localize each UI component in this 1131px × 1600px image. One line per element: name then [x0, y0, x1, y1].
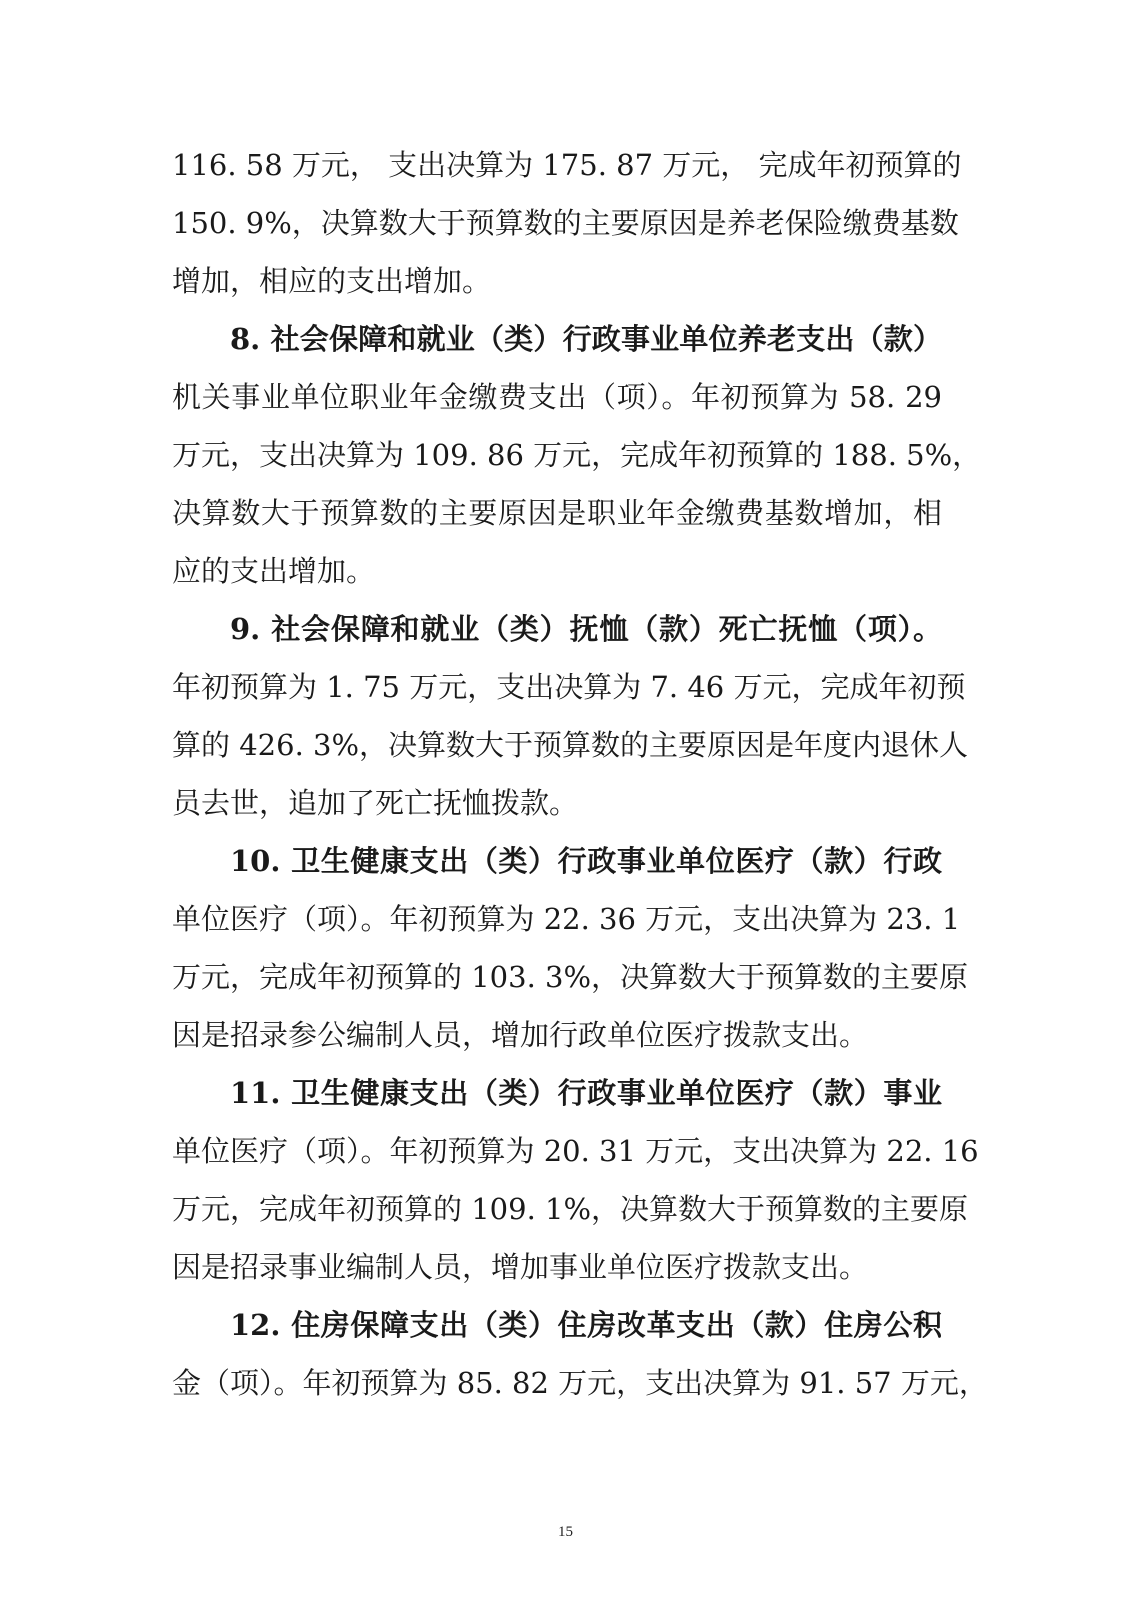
section-heading-11: 11. 卫生健康支出（类）行政事业单位医疗（款）事业 — [230, 1076, 942, 1110]
paragraph-line: 150. 9%，决算数大于预算数的主要原因是养老保险缴费基数 — [172, 206, 959, 240]
page-number: 15 — [558, 1524, 573, 1540]
section-heading-8: 8. 社会保障和就业（类）行政事业单位养老支出（款） — [230, 322, 942, 356]
paragraph-line: 万元，完成年初预算的 109. 1%，决算数大于预算数的主要原 — [172, 1192, 969, 1226]
paragraph-line: 年初预算为 1. 75 万元，支出决算为 7. 46 万元，完成年初预 — [172, 670, 966, 704]
paragraph-line: 万元，完成年初预算的 103. 3%，决算数大于预算数的主要原 — [172, 960, 969, 994]
paragraph-line: 万元，支出决算为 109. 86 万元，完成年初预算的 188. 5%， — [172, 438, 982, 472]
paragraph-line: 金（项）。年初预算为 85. 82 万元，支出决算为 91. 57 万元， — [172, 1366, 988, 1400]
paragraph-line: 算的 426. 3%，决算数大于预算数的主要原因是年度内退休人 — [172, 728, 969, 762]
paragraph-line: 应的支出增加。 — [172, 554, 376, 588]
paragraph-line: 116. 58 万元， 支出决算为 175. 87 万元， 完成年初预算的 — [172, 148, 962, 182]
section-heading-10: 10. 卫生健康支出（类）行政事业单位医疗（款）行政 — [230, 844, 942, 878]
section-heading-9: 9. 社会保障和就业（类）抚恤（款）死亡抚恤（项）。 — [230, 612, 942, 646]
paragraph-line: 机关事业单位职业年金缴费支出（项）。年初预算为 58. 29 — [172, 380, 942, 414]
paragraph-line: 单位医疗（项）。年初预算为 22. 36 万元，支出决算为 23. 1 — [172, 902, 961, 936]
paragraph-line: 因是招录事业编制人员，增加事业单位医疗拨款支出。 — [172, 1250, 869, 1284]
paragraph-line: 增加，相应的支出增加。 — [172, 264, 492, 298]
paragraph-line: 员去世，追加了死亡抚恤拨款。 — [172, 786, 579, 820]
paragraph-line: 因是招录参公编制人员，增加行政单位医疗拨款支出。 — [172, 1018, 869, 1052]
paragraph-line: 单位医疗（项）。年初预算为 20. 31 万元，支出决算为 22. 16 — [172, 1134, 979, 1168]
section-heading-12: 12. 住房保障支出（类）住房改革支出（款）住房公积 — [230, 1308, 942, 1342]
paragraph-line: 决算数大于预算数的主要原因是职业年金缴费基数增加，相 — [172, 496, 942, 530]
